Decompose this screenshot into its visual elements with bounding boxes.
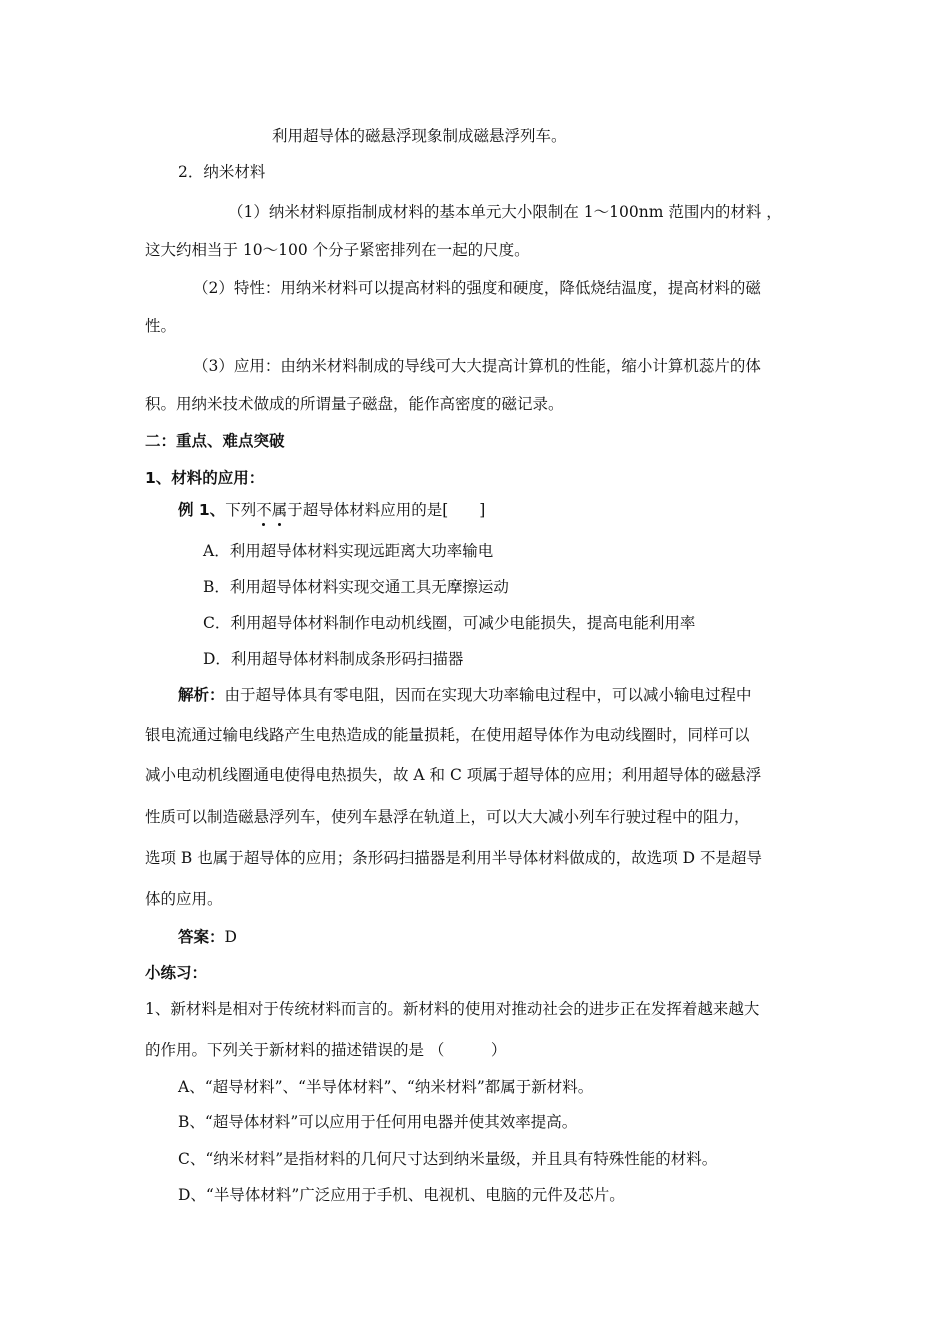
example-option-a: A．利用超导体材料实现远距离大功率输电 [203, 542, 494, 560]
emphasis-dot-char-2: 属 [271, 501, 288, 519]
nano-para3-line2: 积。用纳米技术做成的所谓量子磁盘，能作高密度的磁记录。 [145, 395, 564, 413]
practice-option-c: C、“纳米材料”是指材料的几何尺寸达到纳米量级，并且具有特殊性能的材料。 [178, 1150, 718, 1168]
answer-label: 答案： [178, 928, 225, 946]
practice-option-a: A、“超导材料”、“半导体材料”、“纳米材料”都属于新材料。 [178, 1078, 594, 1096]
analysis-line-1 [178, 684, 752, 706]
emphasis-dot-char-1: 不 [256, 501, 272, 519]
analysis-line-5: 选项 B 也属于超导体的应用；条形码扫描器是利用半导体材料做成的，故选项 D 不是超导 [145, 849, 763, 867]
analysis-label: 解析： [178, 686, 225, 704]
nano-heading: 2．纳米材料 [178, 163, 266, 181]
nano-para1-line2: 这大约相当于 10～100 个分子紧密排列在一起的尺度。 [145, 241, 530, 259]
nano-para1-line1: （1）纳米材料原指制成材料的基本单元大小限制在 1～100nm 范围内的材料 ， [228, 203, 782, 221]
nano-para3-line1: （3）应用：由纳米材料制成的导线可大大提高计算机的性能，缩小计算机蕊片的体 [193, 357, 761, 375]
example-label: 例 1、 [178, 501, 226, 519]
example-option-b: B．利用超导体材料实现交通工具无摩擦运动 [203, 578, 509, 596]
subsection-heading: 1、材料的应用： [145, 469, 265, 487]
practice-heading: 小练习： [145, 964, 208, 982]
analysis-line-4: 性质可以制造磁悬浮列车，使列车悬浮在轨道上，可以大大减小列车行驶过程中的阻力， [145, 808, 750, 826]
analysis-line-2: 银电流通过输电线路产生电热造成的能量损耗，在使用超导体作为电动线圈时，同样可以 [145, 726, 750, 744]
nano-para2-line2: 性。 [145, 317, 177, 335]
practice-q1-line2: 的作用。下列关于新材料的描述错误的是 （ ） [145, 1041, 507, 1059]
answer-line [178, 926, 237, 948]
analysis-line-6: 体的应用。 [145, 890, 223, 908]
maglev-line: 利用超导体的磁悬浮现象制成磁悬浮列车。 [272, 127, 567, 145]
analysis-text-1: 由于超导体具有零电阻，因而在实现大功率输电过程中，可以减小输电过程中 [224, 686, 752, 704]
example-option-d: D．利用超导体材料制成条形码扫描器 [203, 650, 464, 668]
example-stem [178, 499, 485, 521]
example-stem-post: 于超导体材料应用的是[ ] [287, 501, 486, 519]
answer-value: D [224, 928, 237, 946]
example-option-c: C．利用超导体材料制作电动机线圈，可减少电能损失，提高电能利用率 [203, 614, 696, 632]
example-stem-pre: 下列 [225, 501, 257, 519]
practice-option-b: B、“超导体材料”可以应用于任何用电器并使其效率提高。 [178, 1113, 578, 1131]
practice-option-d: D、“半导体材料”广泛应用于手机、电视机、电脑的元件及芯片。 [178, 1186, 625, 1204]
analysis-line-3: 减小电动机线圈通电使得电热损失，故 A 和 C 项属于超导体的应用；利用超导体的磁悬浮 [145, 766, 762, 784]
section-heading: 二：重点、难点突破 [145, 432, 285, 450]
practice-q1-line1: 1、新材料是相对于传统材料而言的。新材料的使用对推动社会的进步正在发挥着越来越大 [145, 1000, 760, 1018]
nano-para2-line1: （2）特性：用纳米材料可以提高材料的强度和硬度，降低烧结温度，提高材料的磁 [193, 279, 761, 297]
